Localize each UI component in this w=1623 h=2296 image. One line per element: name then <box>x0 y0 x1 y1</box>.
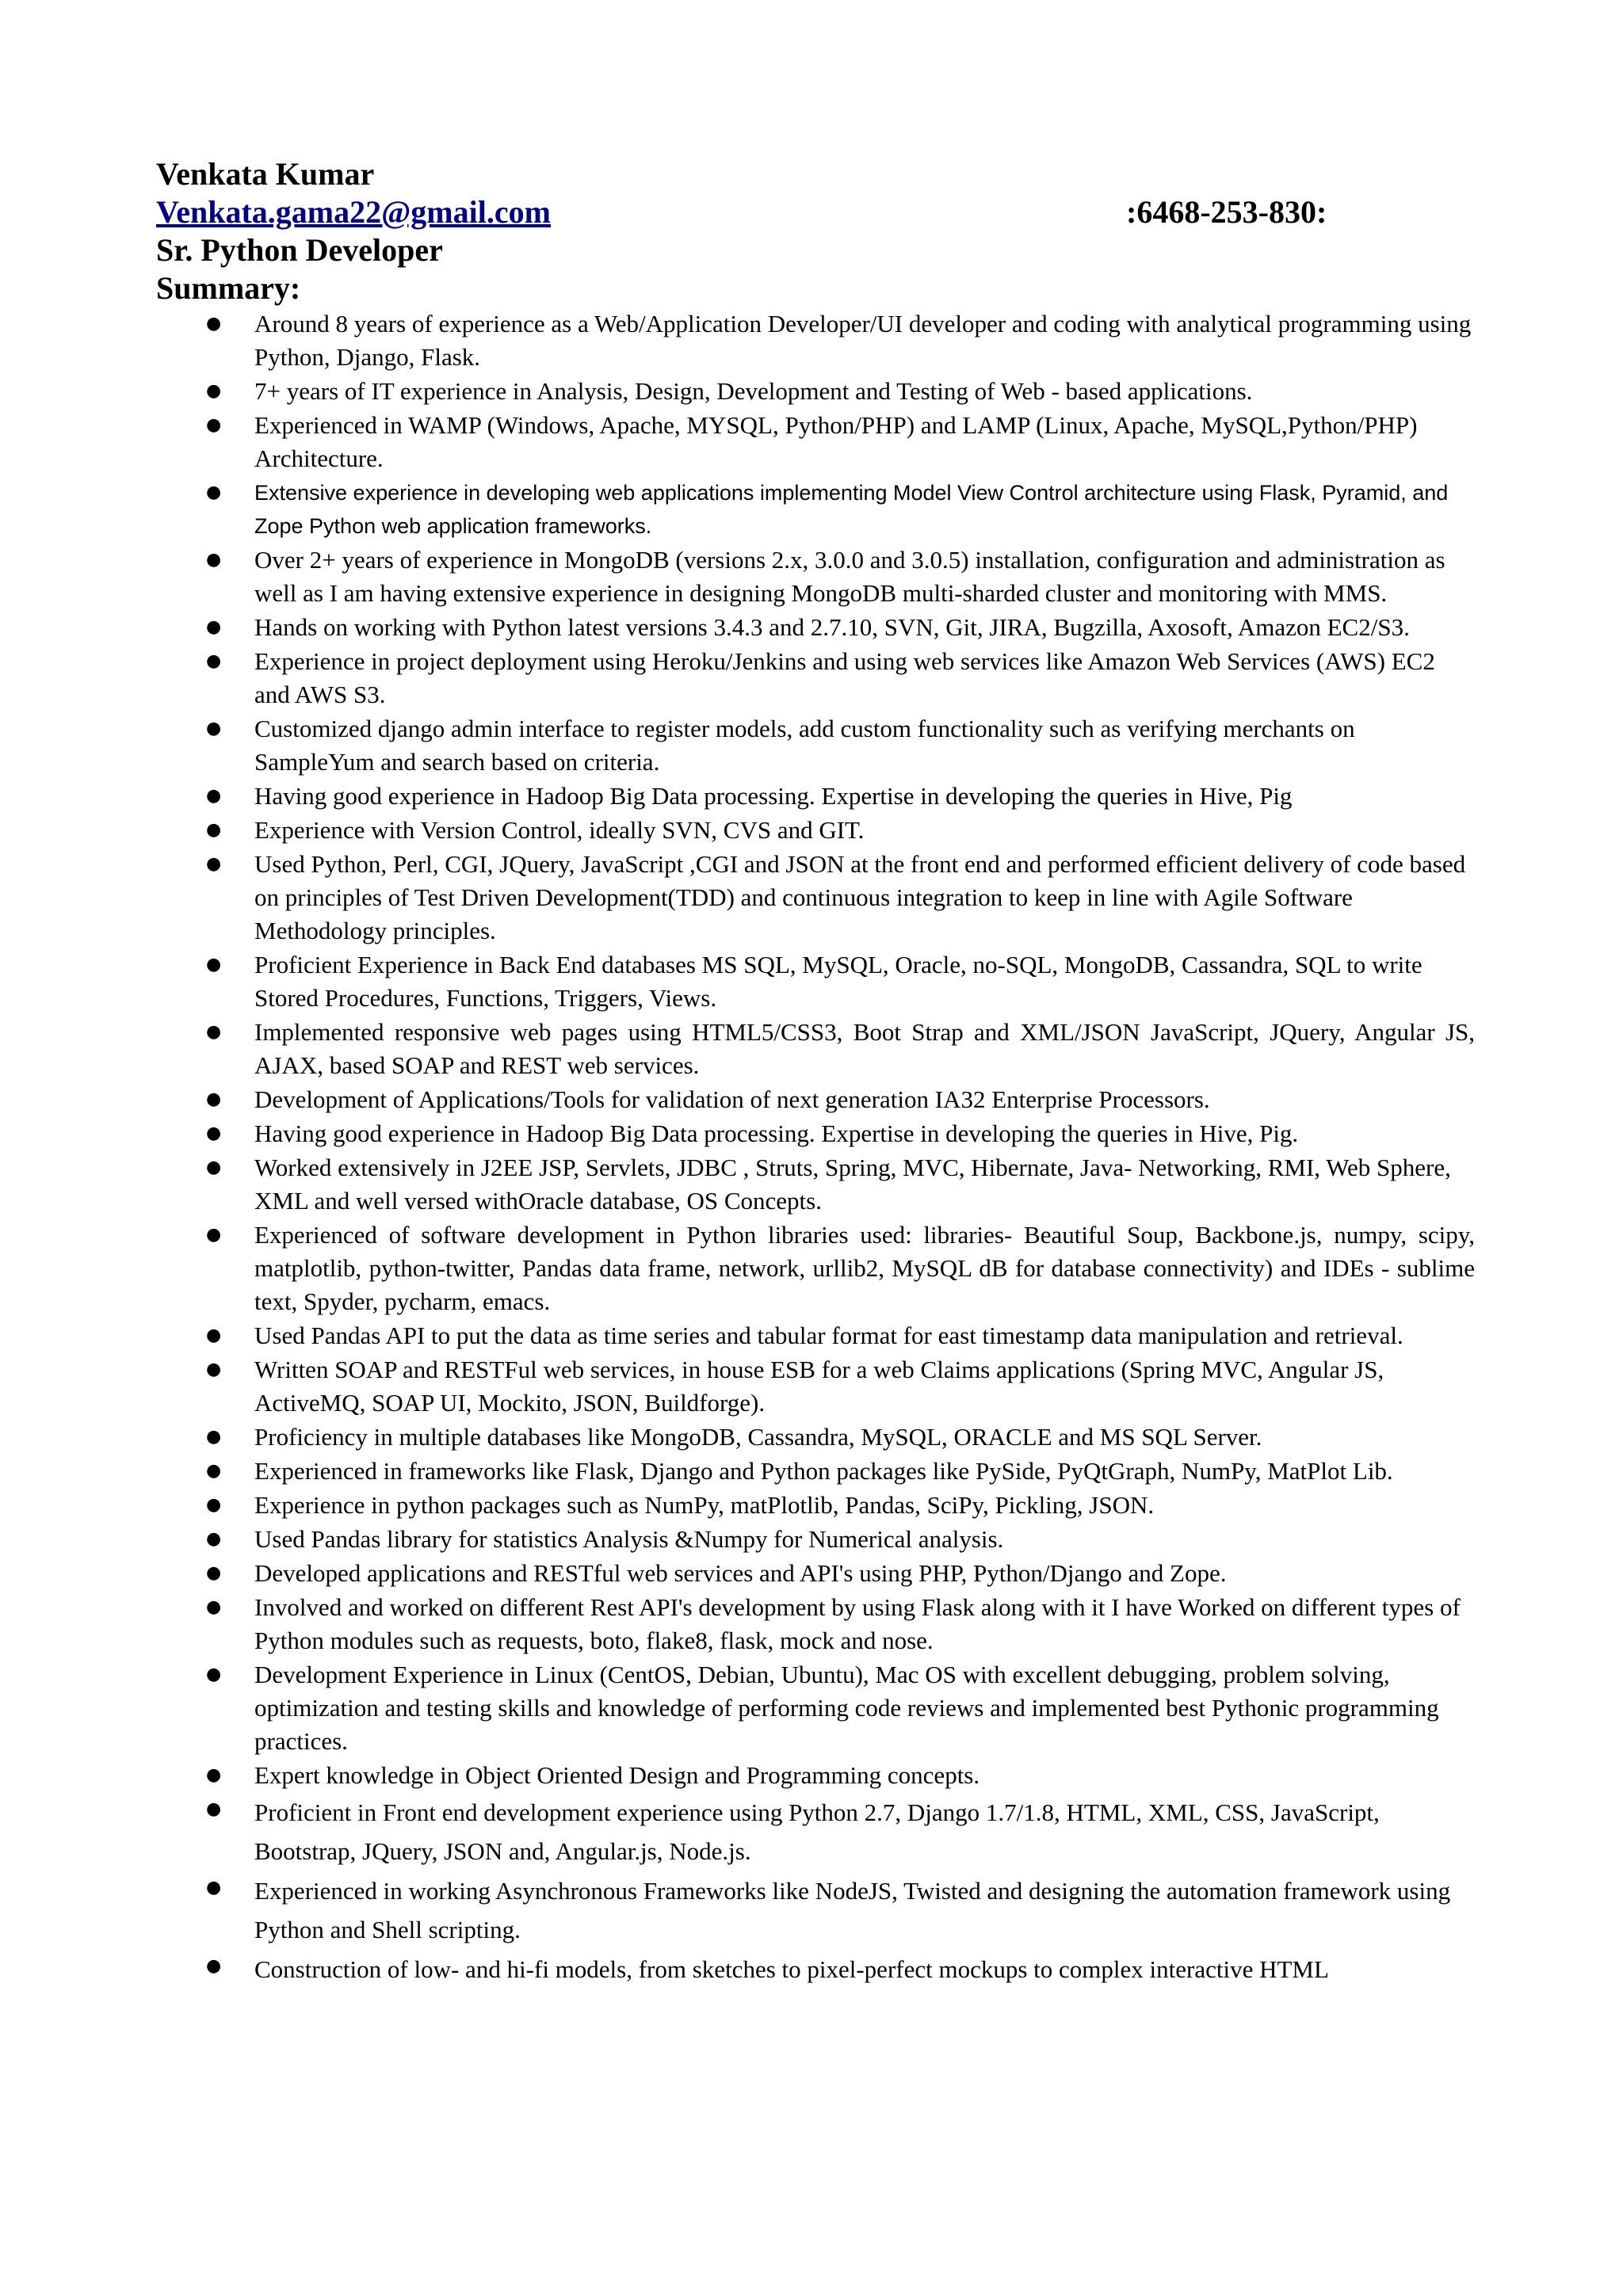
summary-item: ● Implemented responsive web pages using HTML5/CSS3, Boot Strap and XML/JSON JavaScript, JQuery, Angular JS, AJAX, based SOAP and REST web services. <box>156 1016 1475 1082</box>
resume-header <box>156 155 1503 307</box>
summary-item: ● Over 2+ years of experience in MongoDB (versions 2.x, 3.0.0 and 3.0.5) installation, configuration and administration as well as I am having extensive experience in designing MongoDB multi-sharded cluster and monitoring with MMS. <box>156 543 1475 610</box>
summary-item: ● Development Experience in Linux (CentOS, Debian, Ubuntu), Mac OS with excellent debugging, problem solving, optimization and testing skills and knowledge of performing code reviews and implemented best Pythonic programming practices. <box>156 1658 1475 1758</box>
summary-item: ● Hands on working with Python latest versions 3.4.3 and 2.7.10, SVN, Git, JIRA, Bugzilla, Axosoft, Amazon EC2/S3. <box>156 611 1475 644</box>
summary-item: ● Developed applications and RESTful web services and API's using PHP, Python/Django and Zope. <box>156 1557 1475 1590</box>
summary-item: ● Experience in project deployment using Heroku/Jenkins and using web services like Amazon Web Services (AWS) EC2 and AWS S3. <box>156 645 1475 711</box>
bullet-icon: ● <box>206 1665 222 1684</box>
summary-item: ● Expert knowledge in Object Oriented Design and Programming concepts. <box>156 1759 1475 1792</box>
bullet-icon: ● <box>206 1597 222 1617</box>
bullet-icon: ● <box>206 617 222 637</box>
summary-item: ● Used Python, Perl, CGI, JQuery, JavaScript ,CGI and JSON at the front end and performed efficient delivery of code based on principles of Test Driven Development(TDD) and continuous integration to keep in line with Agile Software Methodology principles. <box>156 848 1475 948</box>
summary-item: ● Construction of low- and hi-fi models, from sketches to pixel-perfect mockups to complex interactive HTML <box>156 1950 1475 1989</box>
bullet-icon: ● <box>206 550 222 570</box>
bullet-icon: ● <box>206 1956 222 1976</box>
bullet-icon: ● <box>206 854 222 874</box>
bullet-icon: ● <box>206 1878 222 1897</box>
bullet-icon: ● <box>206 1225 222 1245</box>
bullet-icon: ● <box>206 1325 222 1345</box>
bullet-icon: ● <box>206 1529 222 1549</box>
summary-item: ● Extensive experience in developing web applications implementing Model View Control architecture using Flask, Pyramid, and Zope Python web application frameworks. <box>156 476 1475 543</box>
summary-item: ● Having good experience in Hadoop Big Data processing. Expertise in developing the queries in Hive, Pig <box>156 780 1475 813</box>
phone-number: :6468-253-830: <box>1126 194 1327 230</box>
summary-item: ● Proficient in Front end development experience using Python 2.7, Django 1.7/1.8, HTML, XML, CSS, JavaScript, Bootstrap, JQuery, JSON and, Angular.js, Node.js. <box>156 1793 1475 1871</box>
bullet-icon: ● <box>206 1461 222 1481</box>
summary-item: ● Experienced of software development in Python libraries used: libraries- Beautiful Soup, Backbone.js, numpy, scipy, matplotlib, python-twitter, Pandas data frame, network, urllib2, MySQL dB for database connectivity) and IDEs - sublime text, Spyder, pycharm, emacs. <box>156 1219 1475 1318</box>
bullet-icon: ● <box>206 1765 222 1785</box>
summary-item: ● Experience in python packages such as NumPy, matPlotlib, Pandas, SciPy, Pickling, JSON. <box>156 1489 1475 1522</box>
bullet-icon: ● <box>206 1123 222 1143</box>
bullet-icon: ● <box>206 1022 222 1042</box>
summary-item: ● Experienced in working Asynchronous Frameworks like NodeJS, Twisted and designing the automation framework using Python and Shell scripting. <box>156 1871 1475 1949</box>
summary-item: ● Proficient Experience in Back End databases MS SQL, MySQL, Oracle, no-SQL, MongoDB, Cassandra, SQL to write Stored Procedures, Functions, Triggers, Views. <box>156 948 1475 1015</box>
bullet-icon: ● <box>206 820 222 840</box>
summary-item: ● Having good experience in Hadoop Big Data processing. Expertise in developing the queries in Hive, Pig. <box>156 1117 1475 1150</box>
summary-item: ● Development of Applications/Tools for validation of next generation IA32 Enterprise Processors. <box>156 1083 1475 1116</box>
bullet-icon: ● <box>206 719 222 738</box>
summary-item: ● Around 8 years of experience as a Web/Application Developer/UI developer and coding with analytical programming using Python, Django, Flask. <box>156 307 1475 374</box>
bullet-icon: ● <box>206 1427 222 1447</box>
summary-item: ● Proficiency in multiple databases like MongoDB, Cassandra, MySQL, ORACLE and MS SQL Server. <box>156 1421 1475 1454</box>
summary-item: ● Written SOAP and RESTFul web services, in house ESB for a web Claims applications (Spring MVC, Angular JS, ActiveMQ, SOAP UI, Mockito, JSON, Buildforge). <box>156 1353 1475 1420</box>
summary-heading: Summary: <box>156 270 301 306</box>
bullet-icon: ● <box>206 1495 222 1515</box>
bullet-icon: ● <box>206 651 222 671</box>
summary-item: ● Involved and worked on different Rest API's development by using Flask along with it I have Worked on different types of Python modules such as requests, boto, flake8, flask, mock and nose. <box>156 1591 1475 1657</box>
bullet-icon: ● <box>206 955 222 974</box>
summary-item: ● Experience with Version Control, ideally SVN, CVS and GIT. <box>156 814 1475 847</box>
bullet-icon: ● <box>206 1158 222 1177</box>
bullet-icon: ● <box>206 381 222 401</box>
bullet-icon: ● <box>206 786 222 806</box>
candidate-name: Venkata Kumar <box>156 156 375 192</box>
summary-list <box>156 307 1475 1989</box>
summary-item: ● Worked extensively in J2EE JSP, Servlets, JDBC , Struts, Spring, MVC, Hibernate, Java- Networking, RMI, Web Sphere, XML and well versed withOracle database, OS Concepts. <box>156 1151 1475 1218</box>
bullet-icon: ● <box>206 482 222 502</box>
contact-row <box>156 193 1503 231</box>
bullet-icon: ● <box>206 1360 222 1379</box>
bullet-icon: ● <box>206 314 222 334</box>
summary-item: ● 7+ years of IT experience in Analysis, Design, Development and Testing of Web - based applications. <box>156 375 1475 408</box>
job-title: Sr. Python Developer <box>156 232 443 268</box>
bullet-icon: ● <box>206 1563 222 1583</box>
bullet-icon: ● <box>206 1089 222 1109</box>
summary-item: ● Experienced in frameworks like Flask, Django and Python packages like PySide, PyQtGraph, NumPy, MatPlot Lib. <box>156 1455 1475 1488</box>
summary-item: ● Customized django admin interface to register models, add custom functionality such as verifying merchants on SampleYum and search based on criteria. <box>156 712 1475 779</box>
summary-item: ● Used Pandas library for statistics Analysis &Numpy for Numerical analysis. <box>156 1523 1475 1556</box>
summary-item: ● Experienced in WAMP (Windows, Apache, MYSQL, Python/PHP) and LAMP (Linux, Apache, MySQL,Python/PHP) Architecture. <box>156 409 1475 475</box>
bullet-icon: ● <box>206 415 222 435</box>
summary-item: ● Used Pandas API to put the data as time series and tabular format for east timestamp data manipulation and retrieval. <box>156 1319 1475 1352</box>
bullet-icon: ● <box>206 1799 222 1819</box>
email-link[interactable]: Venkata.gama22@gmail.com <box>156 194 551 230</box>
